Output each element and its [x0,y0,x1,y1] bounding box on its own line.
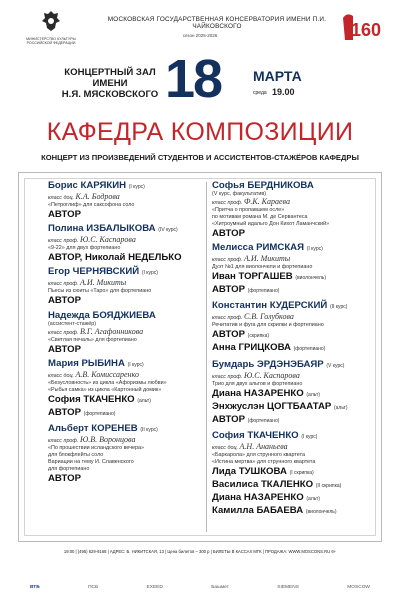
performer-instrument: (альт) [137,397,151,404]
performer-instrument: (I скрипка) [289,469,314,476]
ministry-block [26,10,76,45]
performer-name: Энхжуслэн ЦОГТБААТАР [212,400,332,412]
work-title: «Хитроумный идальго Дон Кихот Ламанчский» [212,221,330,227]
work-title: «Истина мертва» для струнного квартета [212,458,316,465]
page-title: КАФЕДРА КОМПОЗИЦИИ [46,118,354,146]
composer-course: (V курс) [326,362,345,369]
work-title: «9-22» для двух фортепиано [48,245,121,252]
performer-instrument: (альт) [306,495,320,502]
composer-name-text: Мария РЫБИНА [48,357,125,369]
performer-name: Камилла БАБАЕВА [212,504,304,516]
program-entry [212,430,372,518]
performer-name: Диана НАЗАРЕНКО [212,387,304,399]
work-title: Пьесы из сюиты «Таро» для фортепиано [48,288,152,295]
concert-time: 19.00 [272,87,295,97]
performer [212,492,372,505]
work-title: по мотивам романа М. де Сервантеса [212,214,308,220]
anniversary-160-logo [341,10,385,42]
performer [212,388,372,401]
work-title: «Притча о пропавшем осле» [212,207,285,213]
performer-name: Василиса ТКАЛЕНКО [212,478,314,490]
venue-name [55,67,165,100]
sponsor-logo: ВТБ [30,585,40,590]
concert-day: 18 [165,49,222,109]
program-entry [48,423,203,484]
performer-name: АВТОР [48,209,81,220]
teacher-name: Ф.К. Караева [243,197,290,206]
program-left-column [48,180,203,487]
performer-instrument: (виолончель) [295,275,327,282]
teacher-class-prefix: класс доц. [48,372,75,379]
performer-name: Диана НАЗАРЕНКО [212,491,304,503]
venue-line-1: КОНЦЕРТНЫЙ ЗАЛ [64,67,156,78]
program-entry [212,300,372,355]
performer [212,466,372,479]
sponsor-logo: Башмет [211,585,229,590]
performer [48,344,203,355]
teacher-class [48,436,203,445]
performer [212,271,372,284]
venue-line-2: ИМЕНИ [92,78,128,89]
performer-instrument: (II скрипка) [315,482,342,489]
work-title: для фортепиано [48,465,90,472]
footer-info: 19:00 | (495) 629-9168 | АДРЕС: Б. НИКИТСКАЯ, 13 | Цена билетов – 300 р | БИЛЕТЫ В КАССАХ МГК | ПРОДАЖА: WWW.MOSCONS.RU 6+ [63,549,337,554]
program-entry [48,223,203,263]
composer-name-text: Егор ЧЕРНЯВСКИЙ [48,266,140,278]
performer-name: АВТОР [212,413,245,425]
program-entry [48,310,203,355]
work-title: «Петроглиф» для саксофона соло [48,202,135,208]
teacher-class-prefix: класс проф. [48,437,79,444]
composer-course: (I курс) [141,270,158,277]
program-entry [212,242,372,297]
teacher-class-prefix: класс проф. [48,329,79,336]
composer-name [212,242,372,255]
teacher-class [48,328,203,337]
teacher-name: А.И. Микиты [79,278,127,288]
composer-name-text: Бумдарь ЭРДЭНЭБАЯР [212,358,324,370]
work-title: «Безусловность» из цикла «Афоризмы любви» [48,379,167,386]
teacher-name: С.В. Голубкова [243,312,294,322]
performer-instrument: (альт) [306,391,320,398]
composer-course: (IV курс) [158,227,178,234]
teacher-class [48,193,203,202]
performer-name: София ТКАЧЕНКО [48,393,135,405]
work-title: для блокфлейты соло [48,451,104,458]
composer-name-text: Альберт КОРЕНЕВ [48,422,138,434]
work-title: Трио для двух альтов и фортепиано [212,380,303,387]
conservatory-name: МОСКОВСКАЯ ГОСУДАРСТВЕННАЯ КОНСЕРВАТОРИЯ ИМЕНИ П.И. ЧАЙКОВСКОГО [107,16,327,30]
performer-name: АВТОР [212,228,245,239]
teacher-class [212,255,372,264]
teacher-class-prefix: класс проф. [48,238,79,245]
teacher-class [48,236,203,245]
performer [48,407,203,420]
composer-course: (I курс) [127,361,144,368]
composer-name [48,310,203,321]
performer [212,505,372,518]
performer-name: АВТОР [48,343,81,355]
performer [48,473,203,484]
sponsor-logo: SIEMENS [277,585,299,590]
sponsors-row [30,585,370,590]
performer-name: Иван ТОРГАШЕВ [212,271,293,283]
performer-instrument: (скрипка) [247,333,270,340]
teacher-class-prefix: класс доц. [48,195,75,201]
performer-name: АВТОР, Николай НЕДЕЛЬКО [48,252,182,264]
composer-course: (II курс) [140,426,158,433]
page-subtitle: КОНЦЕРТ ИЗ ПРОИЗВЕДЕНИЙ СТУДЕНТОВ И АССИСТЕНТОВ-СТАЖЁРОВ КАФЕДРЫ [41,153,359,162]
composer-course: (I курс) [306,246,323,253]
teacher-class [212,372,372,381]
composer-name-text: Полина ИЗБАЛЫКОВА [48,223,156,235]
performer-instrument: (фортепиано) [247,288,280,295]
performer-instrument: (альт) [333,404,348,411]
teacher-name: А.Н. Ананьева [239,441,288,451]
teacher-name: Ю.В. Воронцова [79,434,136,444]
composer-course: (II курс) [329,304,348,311]
teacher-name: Ю.С. Каспарова [79,235,136,245]
sponsor-logo: ПСБ [88,585,99,590]
composer-name-text: Софья БЕРДНИКОВА [212,180,314,191]
ministry-line-2: РОССИЙСКОЙ ФЕДЕРАЦИИ [26,41,76,45]
work-title: Речитатив и фуга для скрипки и фортепиано [212,322,324,329]
program-entry [48,266,203,306]
teacher-name: В.Г. Агафонникова [79,326,144,336]
teacher-class [212,313,372,322]
composer-course: (I курс) [301,433,318,440]
program-entry [48,358,203,420]
performer-name: АВТОР [212,329,245,341]
performer-instrument: (виолончель) [305,508,337,515]
concert-weekday: среда [253,90,267,96]
teacher-class [48,279,203,288]
teacher-name: А.И. Микиты [243,254,291,264]
ministry-line-1: МИНИСТЕРСТВО КУЛЬТУРЫ [26,37,76,41]
composer-name-text: Борис КАРЯКИН [48,180,127,191]
composer-name-text: Мелисса РИМСКАЯ [212,242,305,254]
work-title: «По прошествии исландского вечера» [48,444,145,451]
program-entry [212,180,372,239]
performer [212,342,372,355]
teacher-class [212,443,372,452]
work-title: «Баркарола» для струнного квартета [212,451,305,458]
composer-status: (V курс, факультатив) [212,191,267,197]
composer-course: (I курс) [128,184,145,190]
performer-instrument: (фортепиано) [293,346,326,353]
performer [48,252,203,263]
work-title: Вариации на тему И. Славенского [48,458,134,465]
teacher-class [212,198,372,207]
composer-name [212,430,372,443]
performer [48,209,203,220]
teacher-name: Ю.С. Каспарова [243,370,300,380]
performer-instrument: (фортепиано) [83,410,116,417]
work-title: Дуэт №1 для виолончели и фортепиано [212,264,313,271]
teacher-class-prefix: класс проф. [212,257,243,264]
performer [212,329,372,342]
teacher-class-prefix: класс проф. [212,315,243,322]
performer [48,394,203,407]
work-title: «Светлая печаль» для фортепиано [48,336,137,343]
composer-status: (ассистент-стажёр) [48,320,97,327]
coat-of-arms-icon [41,10,61,32]
program-entry [48,180,203,220]
performer-name: АВТОР [48,472,81,484]
anniversary-number: 160 [351,20,382,40]
decorative-divider [206,182,207,532]
composer-name [212,180,372,191]
program-right-column [212,180,372,521]
work-title: «Рыбья самка» из цикла «Картонный домик» [48,386,162,393]
performer-name: АВТОР [48,295,81,307]
performer-instrument: (фортепиано) [247,417,280,424]
teacher-class-prefix: класс доц. [212,444,239,451]
performer [212,284,372,297]
performer-name: АВТОР [212,284,245,296]
performer [212,479,372,492]
sponsor-logo: MOSCOW [347,585,370,590]
teacher-class-prefix: класс проф. [212,373,243,380]
performer [212,414,372,427]
program-entry [212,359,372,427]
teacher-name: К.А. Бодрова [75,192,120,201]
performer [48,295,203,306]
season-label: сезон 2025-2026 [182,33,218,38]
teacher-name: А.В. Комиссаренко [75,369,139,379]
sponsor-logo: EXEED [146,585,163,590]
teacher-class-prefix: класс проф. [48,281,79,288]
teacher-class [48,371,203,380]
performer [212,401,372,414]
composer-name-text: София ТКАЧЕНКО [212,429,299,441]
composer-name-text: Константин КУДЕРСКИЙ [212,300,328,312]
performer-name: Анна ГРИЦКОВА [212,342,291,354]
composer-name-text: Надежда БОЯДЖИЕВА [48,309,156,321]
venue-line-3: Н.Я. МЯСКОВСКОГО [61,89,159,100]
performer-name: АВТОР [48,406,81,418]
performer-name: Лида ТУШКОВА [212,465,287,477]
teacher-class-prefix: класс проф. [212,200,243,206]
concert-month: МАРТА [253,68,302,84]
composer-name [48,180,203,193]
performer [212,228,372,239]
